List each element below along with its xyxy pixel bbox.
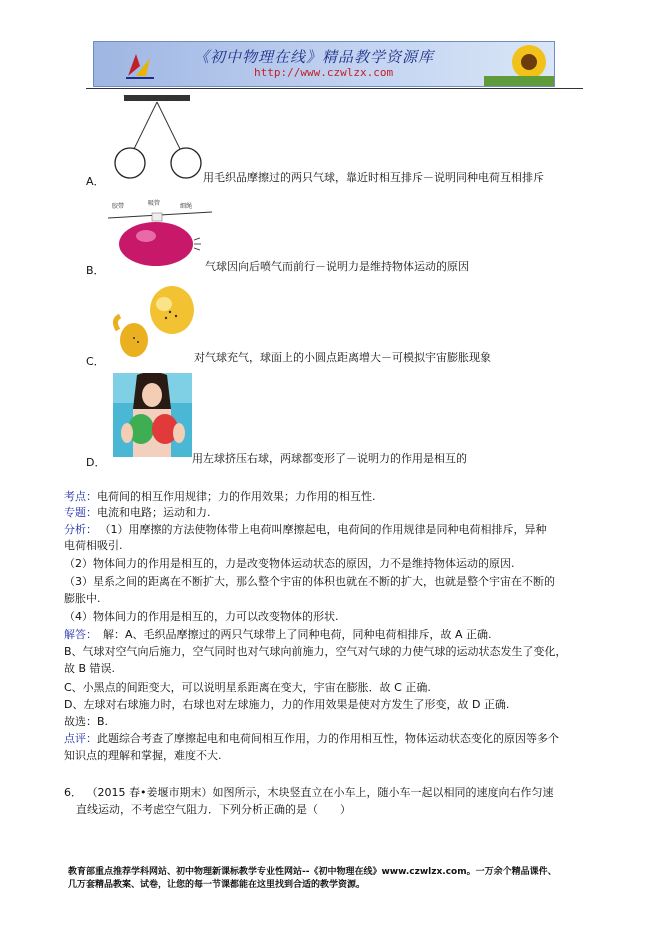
zhuanti-label: 专题： — [64, 506, 97, 519]
kaodian-line — [64, 489, 376, 504]
fenxi-3a: （3）星系之间的距离在不断扩大，那么整个宇宙的体积也就在不断的扩大，也就是整个宇宙在不断的 — [64, 575, 555, 588]
dianping-2: 知识点的理解和掌握，难度不大. — [64, 749, 222, 762]
footer-line-2: 几万套精品教案、试卷，让您的每一节课都能在这里找到合适的教学资源。 — [68, 880, 366, 890]
figure-pressing-balloons — [113, 373, 192, 457]
q6-text-1: （2015 春•姜堰市期末）如图所示，木块竖直立在小车上，随小车一起以相同的速度向右作匀速 — [92, 786, 554, 799]
fenxi-1a: （1）用摩擦的方法使物体带上电荷叫摩擦起电，电荷间的作用规律是同种电荷相排斥，异种 — [105, 523, 547, 536]
dianping-line — [64, 731, 559, 746]
site-logo-icon — [122, 46, 158, 82]
dianping-label: 点评： — [64, 732, 97, 745]
jieda-a: 解：A、毛织品摩擦过的两只气球带上了同种电荷，同种电荷相排斥，故 A 正确. — [103, 628, 492, 641]
kaodian-text: 电荷间的相互作用规律；力的作用效果；力作用的相互性. — [97, 490, 376, 503]
figure-hanging-balloons — [108, 95, 206, 185]
jieda-line — [64, 627, 492, 642]
q6-number: 6． — [64, 786, 82, 799]
jieda-label: 解答： — [64, 628, 97, 641]
banner-url: http://www.czwlzx.com — [254, 66, 394, 79]
option-a-letter: A． — [86, 175, 105, 188]
header-rule — [86, 88, 583, 89]
fenxi-line-1 — [64, 522, 547, 537]
figure-inflated-balloons — [112, 282, 194, 364]
zhuanti-text: 电流和电路；运动和力. — [97, 506, 211, 519]
footer-line-1: 教育部重点推荐学科网站、初中物理新课标教学专业性网站--《初中物理在线》www.czwlzx.com。一万余个精品课件、 — [68, 867, 557, 877]
zhuanti-line — [64, 505, 211, 520]
q6-line-1 — [64, 785, 553, 800]
header-banner — [93, 41, 555, 87]
q6-line-2: 直线运动，不考虑空气阻力．下列分析正确的是（ ） — [76, 803, 351, 816]
fenxi-3b: 膨胀中. — [64, 592, 101, 605]
fenxi-label: 分析： — [64, 523, 97, 536]
option-c-text: 对气球充气，球面上的小圆点距离增大－可模拟宇宙膨胀现象 — [194, 351, 491, 364]
fenxi-4: （4）物体间力的作用是相互的，力可以改变物体的形状. — [64, 610, 339, 623]
dianping-1: 此题综合考查了摩擦起电和电荷间相互作用，力的作用相互性，物体运动状态变化的原因等多个 — [97, 732, 559, 745]
banner-title: 《初中物理在线》精品教学资源库 — [194, 48, 435, 66]
label-tape: 胶带 — [112, 203, 125, 210]
label-straw: 吸管 — [148, 200, 161, 207]
option-b-text: 气球因向后喷气而前行－说明力是维持物体运动的原因 — [205, 260, 469, 273]
option-a-text: 用毛织品摩擦过的两只气球，靠近时相互排斥－说明同种电荷互相排斥 — [203, 171, 544, 184]
kaodian-label: 考点： — [64, 490, 97, 503]
sunflower-icon — [484, 42, 554, 86]
fenxi-2: （2）物体间力的作用是相互的，力是改变物体运动状态的原因，力不是维持物体运动的原因. — [64, 557, 515, 570]
option-b-letter: B． — [86, 264, 105, 277]
option-c-letter: C． — [86, 355, 105, 368]
jieda-b1: B、气球对空气向后施力，空气同时也对气球向前施力，空气对气球的力使气球的运动状态发生了变化， — [64, 645, 567, 658]
jieda-b2: 故 B 错误. — [64, 662, 116, 675]
jieda-c: C、小黑点的间距变大，可以说明星系距离在变大，宇宙在膨胀．故 C 正确. — [64, 681, 431, 694]
choice: 故选：B. — [64, 715, 109, 728]
option-d-text: 用左球挤压右球，两球都变形了－说明力的作用是相互的 — [192, 452, 467, 465]
option-d-letter: D． — [86, 456, 106, 469]
figure-balloon-rocket — [108, 196, 213, 271]
label-string: 细绳 — [180, 203, 193, 210]
jieda-d: D、左球对右球施力时，右球也对左球施力，力的作用效果是使对方发生了形变，故 D 正确. — [64, 698, 510, 711]
fenxi-1b: 电荷相吸引. — [64, 539, 123, 552]
